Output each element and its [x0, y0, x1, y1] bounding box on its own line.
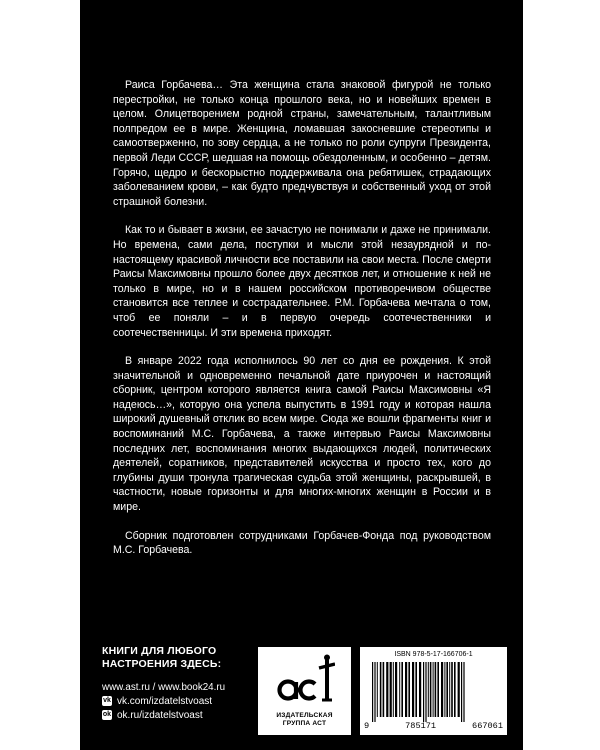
- vk-link: [102, 694, 252, 708]
- barcode-bar: [372, 662, 373, 722]
- barcode-bar: [430, 662, 432, 717]
- barcode-bar: [458, 662, 460, 717]
- publisher-logo: [258, 647, 351, 735]
- barcode-bar: [449, 662, 450, 717]
- promo-block: [102, 645, 252, 722]
- ast-logo-icon: [275, 654, 335, 710]
- paragraph-1: Раиса Горбачева… Эта женщина стала знаковой фигурой не только перестройки, не только конца прошлого века, но и новейших времен в целом. Олицетворением родной страны, замечательным, талантливым полпредом ее в мире. Женщина, ломавшая закосневшие стереотипы и самоотверженно, по зову сердца, а не только по роли супруги Президента, первой Леди СССР, шедшая на помощь обездоленным, и особенно – детям. Горячо, щедро и бескорыстно поддерживала она ребятишек, страдающих заболеванием крови, – как будто предчувствуя и собственный уход от этой страшной болезни.: [113, 79, 491, 208]
- barcode-bar: [454, 662, 456, 717]
- barcode-digit-lead: 9: [364, 721, 370, 731]
- barcode-bar: [380, 662, 382, 717]
- barcode-bar: [463, 662, 464, 722]
- ok-link: [102, 708, 252, 722]
- barcode-bar: [408, 662, 410, 717]
- barcode-bar: [425, 662, 426, 722]
- promo-title-line-1: КНИГИ ДЛЯ ЛЮБОГО: [102, 645, 217, 657]
- logo-caption-line-2: ГРУППА АСТ: [282, 720, 327, 727]
- barcode-bar: [461, 662, 462, 722]
- vk-link-text: vk.com/izdatelstvoast: [117, 695, 213, 707]
- barcode-bar: [393, 662, 394, 717]
- ok-link-text: ok.ru/izdatelstvoast: [117, 709, 203, 721]
- barcode-bar: [399, 662, 400, 717]
- barcode: [370, 662, 497, 722]
- promo-title-line-2: НАСТРОЕНИЯ ЗДЕСЬ:: [102, 658, 222, 670]
- paragraph-2: Как то и бывает в жизни, ее зачастую не понимали и даже не принимали. Но времена, сами дела, поступки и мысли этой незаурядной и по-настоящему красивой личности все поставили на свои места. После смерти Раисы Максимовны прошло более двух десятков лет, и отношение к ней не только в мире, но и в нашем российском противоречивом обществе становится все теплее и сострадательнее. Р.М. Горбачева мечтала о том, чтоб ее поняли – и в первую очередь соотечественники и соотечественницы. И эти времена приходят.: [113, 224, 491, 339]
- barcode-bar: [374, 662, 375, 722]
- barcode-bar: [419, 662, 421, 717]
- barcode-bar: [405, 662, 407, 717]
- vk-icon: vk: [103, 697, 111, 704]
- barcode-bar: [446, 662, 448, 717]
- barcode-panel: [360, 647, 507, 735]
- barcode-bar: [383, 662, 385, 717]
- barcode-bar: [437, 662, 439, 717]
- paragraph-3: В январе 2022 года исполнилось 90 лет со дня ее рождения. К этой значительной и одновременно печальной дате приурочен и настоящий сборник, центром которого является книга самой Раисы Максимовны «Я надеюсь…», которую она успела выпустить в 1991 году и которая нашла широкий душевный отклик во всем мире. Сюда же вошли фрагменты книг и воспоминаний М.С. Горбачева, а также интервью Раисы Максимовны последних лет, воспоминания многих выдающихся людей, политических деятелей, соратников, представителей искусства и просто тех, кого до глубины души тронула трагическая судьба этой женщины, раскрывшей, в частности, новые горизонты и для многих-многих женщин в России и в мире.: [113, 355, 491, 514]
- back-cover: [80, 0, 523, 750]
- barcode-bar: [441, 662, 443, 717]
- barcode-bar: [435, 662, 437, 717]
- barcode-bar: [433, 662, 434, 717]
- barcode-bar: [444, 662, 445, 717]
- barcode-digit-group-right: 667061: [472, 721, 503, 731]
- barcode-bar: [386, 662, 388, 717]
- logo-caption-line-1: ИЗДАТЕЛЬСКАЯ: [276, 712, 333, 719]
- barcode-bar: [423, 662, 424, 722]
- barcode-bar: [428, 662, 429, 717]
- isbn-number: ISBN 978-5-17-166706-1: [394, 651, 473, 658]
- barcode-bar: [390, 662, 392, 717]
- barcode-bar: [412, 662, 414, 717]
- barcode-bar: [451, 662, 453, 717]
- website-links: [102, 680, 252, 694]
- barcode-bar: [395, 662, 397, 717]
- paragraph-4: Сборник подготовлен сотрудниками Горбачев-Фонда под руководством М.С. Горбачева.: [113, 529, 491, 557]
- publisher-block: [102, 645, 507, 737]
- odnoklassniki-icon: ok: [102, 711, 112, 718]
- barcode-digits: [364, 721, 503, 731]
- barcode-bar: [415, 662, 417, 717]
- barcode-bar: [377, 662, 378, 717]
- description-text: [113, 78, 491, 558]
- barcode-digit-group-left: 785171: [405, 721, 437, 731]
- barcode-bar: [401, 662, 403, 717]
- website-links-text: www.ast.ru / www.book24.ru: [102, 681, 226, 693]
